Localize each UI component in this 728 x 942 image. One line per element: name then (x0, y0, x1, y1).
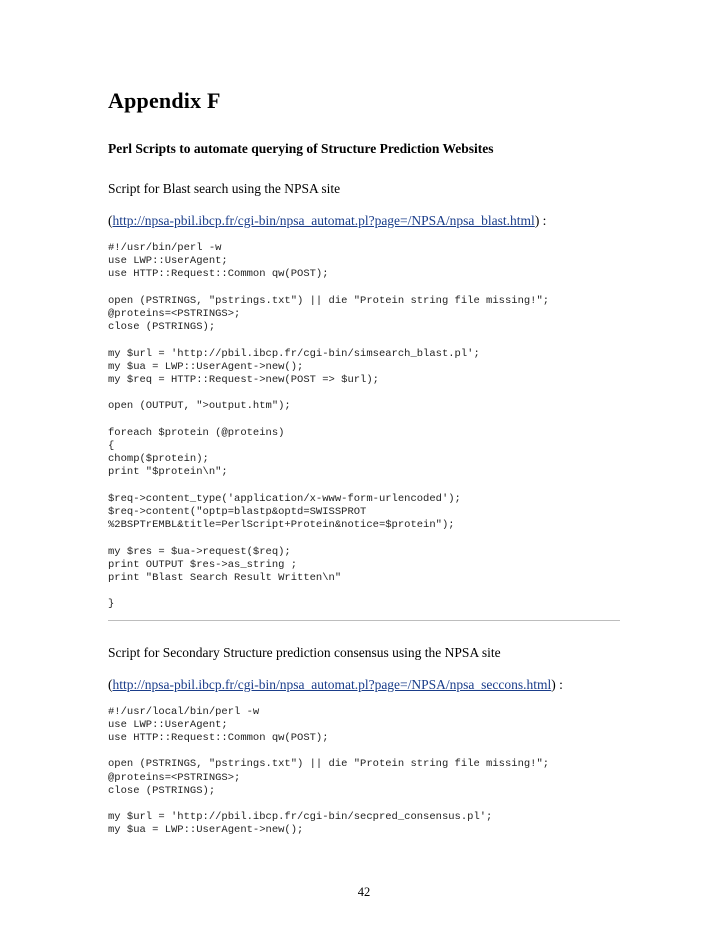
code-line: chomp($protein); (108, 453, 209, 466)
code-line: { (108, 439, 115, 452)
code-line: my $url = 'http://pbil.ibcp.fr/cgi-bin/secpred_consensus.pl'; (108, 811, 493, 824)
section2-link[interactable]: http://npsa-pbil.ibcp.fr/cgi-bin/npsa_automat.pl?page=/NPSA/npsa_seccons.html (112, 676, 552, 692)
code-line: open (OUTPUT, ">output.htm"); (108, 400, 291, 413)
code-line: @proteins=<PSTRINGS>; (108, 771, 241, 784)
code-blank-line (108, 798, 628, 811)
code-line: my $req = HTTP::Request->new(POST => $url); (108, 374, 379, 386)
section2-code-block (108, 706, 628, 838)
section1-code-block (108, 242, 628, 612)
code-blank-line (108, 282, 628, 295)
code-line: #!/usr/bin/perl -w (108, 242, 222, 254)
page-content (108, 88, 628, 838)
code-line: foreach $protein (@proteins) (108, 426, 285, 439)
section2-link-close: ) : (551, 676, 563, 692)
code-line: use LWP::UserAgent; (108, 718, 228, 731)
code-line: #!/usr/local/bin/perl -w (108, 705, 260, 718)
section1-link-line (108, 212, 628, 230)
page-number: 42 (357, 885, 371, 899)
code-line: $req->content_type('application/x-www-form-urlencoded'); (108, 492, 461, 505)
code-blank-line (108, 585, 628, 598)
section1-link-close: ) : (534, 213, 547, 228)
section1-heading: Script for Blast search using the NPSA site (108, 181, 341, 196)
code-line: %2BSPTrEMBL&title=PerlScript+Protein&notice=$protein"); (108, 519, 455, 532)
section2-link-open: ( (108, 676, 113, 692)
code-line: print "Blast Search Result Written\n" (108, 571, 342, 584)
code-line: print OUTPUT $res->as_string ; (108, 558, 298, 571)
code-line: my $url = 'http://pbil.ibcp.fr/cgi-bin/simsearch_blast.pl'; (108, 347, 480, 360)
code-line: @proteins=<PSTRINGS>; (108, 308, 241, 320)
section2-heading: Script for Secondary Structure prediction consensus using the NPSA site (108, 644, 501, 660)
code-line: open (PSTRINGS, "pstrings.txt") || die "Protein string file missing!"; (108, 294, 550, 307)
code-blank-line (108, 387, 628, 400)
appendix-title: Appendix F (108, 88, 221, 113)
code-line: use HTTP::Request::Common qw(POST); (108, 268, 329, 281)
code-blank-line (108, 745, 628, 758)
code-line: close (PSTRINGS); (108, 321, 216, 334)
code-line: my $ua = LWP::UserAgent->new(); (108, 360, 304, 373)
code-blank-line (108, 334, 628, 347)
code-line: print "$protein\n"; (108, 466, 228, 479)
section2-link-line (108, 676, 628, 694)
code-blank-line (108, 480, 628, 493)
code-line: my $ua = LWP::UserAgent->new(); (108, 824, 304, 837)
code-line: use HTTP::Request::Common qw(POST); (108, 731, 329, 744)
code-line: use LWP::UserAgent; (108, 255, 228, 268)
code-line: close (PSTRINGS); (108, 784, 216, 797)
code-blank-line (108, 532, 628, 545)
section1-link-open: ( (108, 213, 113, 228)
appendix-subtitle: Perl Scripts to automate querying of Structure Prediction Websites (108, 141, 494, 156)
code-line: my $res = $ua->request($req); (108, 545, 291, 558)
code-blank-line (108, 414, 628, 427)
section1-link[interactable]: http://npsa-pbil.ibcp.fr/cgi-bin/npsa_automat.pl?page=/NPSA/npsa_blast.html (112, 213, 535, 228)
code-line: open (PSTRINGS, "pstrings.txt") || die "Protein string file missing!"; (108, 758, 550, 771)
code-line: } (108, 598, 115, 611)
code-line: $req->content("optp=blastp&optd=SWISSPROT (108, 505, 367, 518)
section-divider (108, 620, 620, 621)
